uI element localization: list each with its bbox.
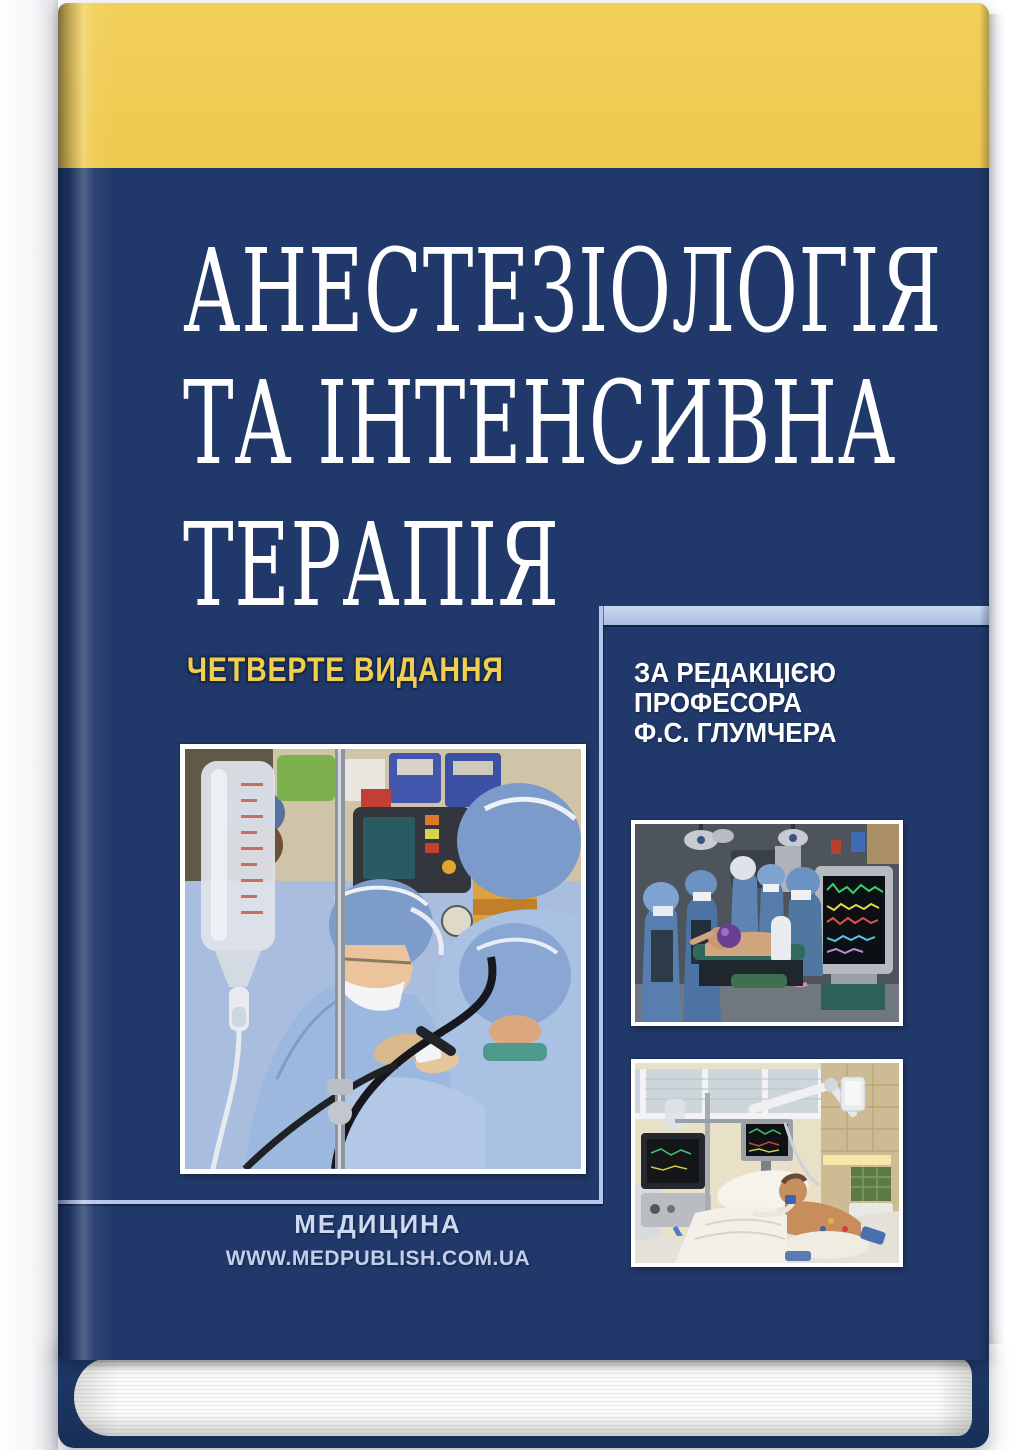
book-fore-edge-pages	[988, 14, 1006, 1344]
book-front-cover	[58, 3, 989, 1360]
editors-line-3: Ф.С. ГЛУМЧЕРА	[634, 717, 837, 748]
background-shadow	[0, 0, 58, 1450]
yellow-top-band	[58, 3, 989, 168]
book-page-block	[74, 1358, 972, 1436]
photo-frame-or-team	[631, 820, 903, 1026]
editors-line-1: ЗА РЕДАКЦІЄЮ	[634, 657, 836, 688]
publisher-block	[118, 1209, 638, 1271]
editors-panel-top-bar	[599, 606, 989, 625]
spine-highlight	[58, 3, 116, 1360]
publisher-name: МЕДИЦИНА	[294, 1209, 462, 1239]
publisher-divider-line	[58, 1200, 603, 1204]
photo-frame-main	[180, 744, 586, 1174]
editors-line-2: ПРОФЕСОРА	[634, 687, 802, 718]
operating-room-surgeons-photo	[185, 749, 581, 1169]
book-title-line-3: ТЕРАПІЯ	[183, 499, 560, 633]
edition-label: ЧЕТВЕРТЕ ВИДАННЯ	[187, 651, 504, 689]
editors-text	[634, 658, 837, 748]
book-title-line-2: ТА ІНТЕНСИВНА	[183, 357, 896, 491]
publisher-website: WWW.MEDPUBLISH.COM.UA	[225, 1247, 531, 1270]
surgical-team-monitor-photo	[635, 824, 899, 1022]
editors-panel-left-border	[599, 606, 603, 1204]
cover-right-edge-shade	[979, 3, 989, 1360]
icu-patient-bed-photo	[635, 1063, 899, 1263]
photo-frame-icu	[631, 1059, 903, 1267]
book-title-line-1: АНЕСТЕЗІОЛОГІЯ	[183, 225, 943, 359]
